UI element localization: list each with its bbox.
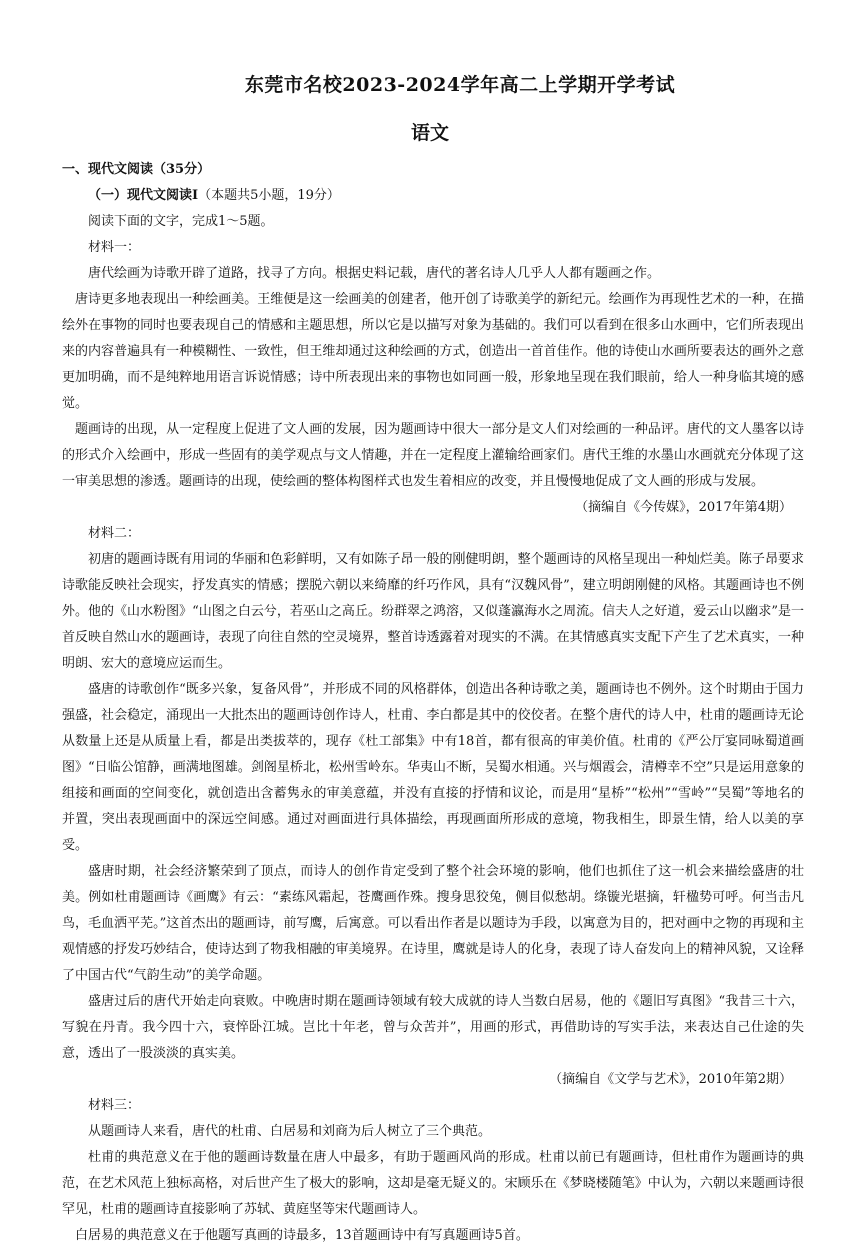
- subject-title: 语文: [410, 122, 449, 144]
- paragraph: 唐诗更多地表现出一种绘画美。王维便是这一绘画美的创建者，他开创了诗歌美学的新纪元。绘画作为再现性艺术的一种，在描绘外在事物的同时也要表现自己的情感和主题思想，所以它是以描写对象为基础的。我们可以看到在很多山水画中，它们所表现出来的内容普遍具有一种模糊性、一致性，但王维却通过这种绘画的方式，创造出一首首佳作。他的诗使山水画所要表达的画外之意更加明确，而不是纯粹地用语言诉说情感；诗中所表现出来的事物也如同画一般，形象地呈现在我们眼前，给人一种身临其境的感觉。: [62, 292, 804, 411]
- material-1-label: 材料一：: [88, 240, 141, 255]
- paragraph: 盛唐过后的唐代开始走向衰败。中晚唐时期在题画诗领域有较大成就的诗人当数白居易，他的《题旧写真图》“我昔三十六，写貌在丹青。我今四十六，衰悴卧江城。岂比十年老，曾与众苦并”，用画的形式，再借助诗的写实手法，来表达自己仕途的失意，透出了一股淡淡的真实美。: [62, 994, 804, 1061]
- subsection-note: （本题共5小题，19分）: [198, 188, 340, 203]
- paragraph: 杜甫的典范意义在于他的题画诗数量在唐人中最多，有助于题画风尚的形成。杜甫以前已有题画诗，但杜甫作为题画诗的典范，在艺术风范上独标高格，对后世产生了极大的影响，这却是毫无疑义的。宋顾乐在《梦晓楼随笔》中认为，六朝以来题画诗很罕见，杜甫的题画诗直接影响了苏轼、黄庭坚等宋代题画诗人。: [62, 1150, 804, 1217]
- source-citation: （摘编自《文学与艺术》，2010年第2期）: [549, 1072, 792, 1087]
- paragraph: 题画诗的出现，从一定程度上促进了文人画的发展，因为题画诗中很大一部分是文人们对绘画的一种品评。唐代的文人墨客以诗的形式介入绘画中，形成一些固有的美学观点与文人情趣，并在一定程度上灌输给画家们。唐代王维的水墨山水画就充分体现了这一审美思想的渗透。题画诗的出现，使绘画的整体构图样式也发生着相应的改变，并且慢慢地促成了文人画的形成与发展。: [62, 422, 804, 489]
- paragraph: 白居易的典范意义在于他题写真画的诗最多，13首题画诗中有写真题画诗5首。: [75, 1228, 529, 1243]
- paragraph: 盛唐时期，社会经济繁荣到了顶点，而诗人的创作肯定受到了整个社会环境的影响，他们也抓住了这一机会来描绘盛唐的壮美。例如杜甫题画诗《画鹰》有云：“素练风霜起，苍鹰画作殊。搜身思狡兔，侧目似愁胡。绦镟光堪摘，轩楹势可呼。何当击凡鸟，毛血洒平芜。”这首杰出的题画诗，前写鹰，后寓意。可以看出作者是以题诗为手段，以寓意为目的，把对画中之物的再现和主观情感的抒发巧妙结合，使诗达到了物我相融的审美境界。在诗里，鹰就是诗人的化身，表现了诗人奋发向上的精神风貌，又诠释了中国古代“气韵生动”的美学命题。: [62, 864, 804, 983]
- exam-title: 东莞市名校2023-2024学年高二上学期开学考试: [244, 74, 676, 96]
- subsection-heading: [62, 183, 804, 209]
- exam-content: [62, 157, 804, 1249]
- paragraph: 盛唐的诗歌创作“既多兴象，复备风骨”，并形成不同的风格群体，创造出各种诗歌之美，题画诗也不例外。这个时期由于国力强盛，社会稳定，涌现出一大批杰出的题画诗创作诗人，杜甫、李白都是其中的佼佼者。在整个唐代的诗人中，杜甫的题画诗无论从数量上还是从质量上看，都是出类拔萃的，现存《杜工部集》中有18首，都有很高的审美价值。杜甫的《严公厅宴同咏蜀道画图》“日临公馆静，画满地图雄。剑阁星桥北，松州雪岭东。华夷山不断，吴蜀水相通。兴与烟霞会，清樽幸不空”只是运用意象的组接和画面的空间变化，就创造出含蓄隽永的审美意蕴，并没有直接的抒情和议论，而是用“星桥”“松州”“雪岭”“吴蜀”等地名的并置，突出表现画面中的深远空间感。通过对画面进行具体描绘，再现画面所形成的意境，物我相生，即景生情，给人以美的享受。: [62, 682, 804, 853]
- paragraph: 从题画诗人来看，唐代的杜甫、白居易和刘商为后人树立了三个典范。: [88, 1124, 492, 1139]
- paragraph: 唐代绘画为诗歌开辟了道路，找寻了方向。根据史料记载，唐代的著名诗人几乎人人都有题画之作。: [88, 266, 661, 281]
- instruction-text: 阅读下面的文字，完成1～5题。: [88, 214, 274, 229]
- material-3-label: 材料三：: [88, 1098, 141, 1113]
- subsection-title: （一）现代文阅读Ⅰ: [88, 188, 199, 203]
- paragraph: 初唐的题画诗既有用词的华丽和色彩鲜明，又有如陈子昂一般的刚健明朗，整个题画诗的风格呈现出一种灿烂美。陈子昂要求诗歌能反映社会现实，抒发真实的情感；摆脱六朝以来绮靡的纤巧作风，具有“汉魏风骨”，建立明朗刚健的风格。其题画诗也不例外。他的《山水粉图》“山图之白云兮，若巫山之高丘。纷群翠之鸿溶，又似蓬瀛海水之周流。信夫人之好道，爱云山以幽求”是一首反映自然山水的题画诗，表现了向往自然的空灵境界，整首诗透露着对现实的不满。在其情感真实支配下产生了艺术真实，一种明朗、宏大的意境应运而生。: [62, 552, 804, 671]
- source-citation: （摘编自《今传媒》，2017年第4期）: [575, 500, 792, 515]
- material-2-label: 材料二：: [88, 526, 141, 541]
- section-heading: 一、现代文阅读（35分）: [62, 162, 211, 177]
